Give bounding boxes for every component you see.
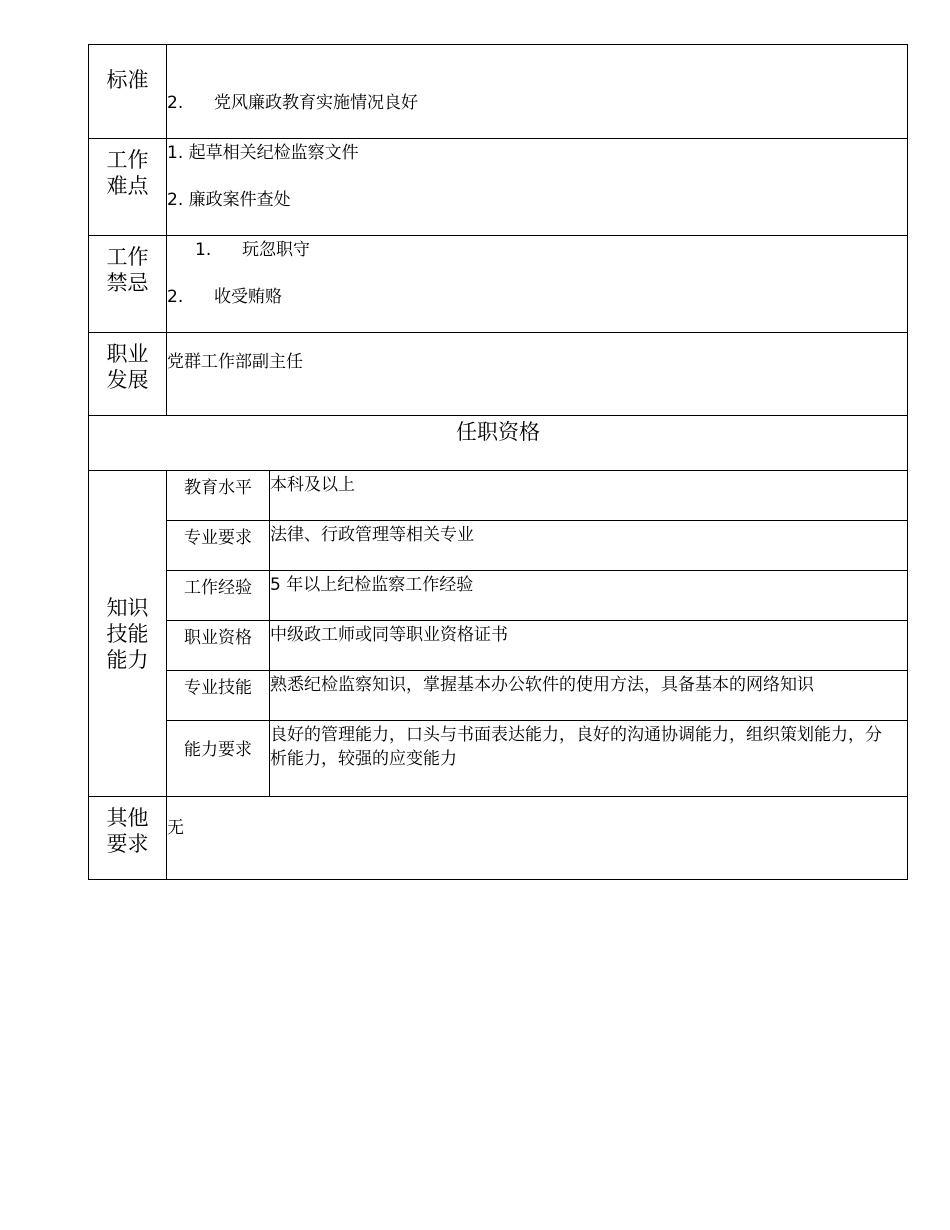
skill-value: 熟悉纪检监察知识，掌握基本办公软件的使用方法，具备基本的网络知识 — [270, 671, 908, 721]
standard-content — [167, 45, 908, 139]
qualification-row — [89, 721, 908, 797]
experience-label: 工作经验 — [167, 571, 270, 621]
section-title: 任职资格 — [89, 416, 908, 471]
qualification-row — [89, 671, 908, 721]
ability-value: 良好的管理能力，口头与书面表达能力，良好的沟通协调能力，组织策划能力，分析能力，较强的应变能力 — [270, 721, 908, 797]
qualification-header-row — [89, 416, 908, 471]
difficulty-label: 工作 难点 — [89, 139, 167, 236]
major-value: 法律、行政管理等相关专业 — [270, 521, 908, 571]
career-row — [89, 333, 908, 416]
qualification-row — [89, 621, 908, 671]
ability-label: 能力要求 — [167, 721, 270, 797]
other-label: 其他 要求 — [89, 797, 167, 880]
taboo-label: 工作 禁忌 — [89, 236, 167, 333]
standard-row — [89, 45, 908, 139]
education-label: 教育水平 — [167, 471, 270, 521]
other-content — [167, 797, 908, 880]
qualification-row — [89, 471, 908, 521]
difficulty-row — [89, 139, 908, 236]
career-text: 党群工作部副主任 — [167, 352, 303, 372]
other-row — [89, 797, 908, 880]
difficulty-content — [167, 139, 908, 236]
difficulty-item: 1. 起草相关纪检监察文件 — [167, 143, 359, 163]
standard-label: 标准 — [89, 45, 167, 139]
qualification-row — [89, 571, 908, 621]
certificate-value: 中级政工师或同等职业资格证书 — [270, 621, 908, 671]
taboo-item: 1. 玩忽职守 — [195, 240, 310, 260]
career-content — [167, 333, 908, 416]
major-label: 专业要求 — [167, 521, 270, 571]
taboo-content — [167, 236, 908, 333]
experience-value: 5 年以上纪检监察工作经验 — [270, 571, 908, 621]
certificate-label: 职业资格 — [167, 621, 270, 671]
education-value: 本科及以上 — [270, 471, 908, 521]
career-label: 职业 发展 — [89, 333, 167, 416]
knowledge-skill-label: 知识 技能 能力 — [89, 471, 167, 797]
taboo-row — [89, 236, 908, 333]
taboo-item: 2. 收受贿赂 — [167, 287, 282, 307]
difficulty-item: 2. 廉政案件查处 — [167, 190, 291, 210]
other-text: 无 — [167, 818, 184, 838]
qualification-row — [89, 521, 908, 571]
standard-item: 2. 党风廉政教育实施情况良好 — [167, 93, 418, 113]
skill-label: 专业技能 — [167, 671, 270, 721]
job-description-table — [88, 44, 908, 880]
